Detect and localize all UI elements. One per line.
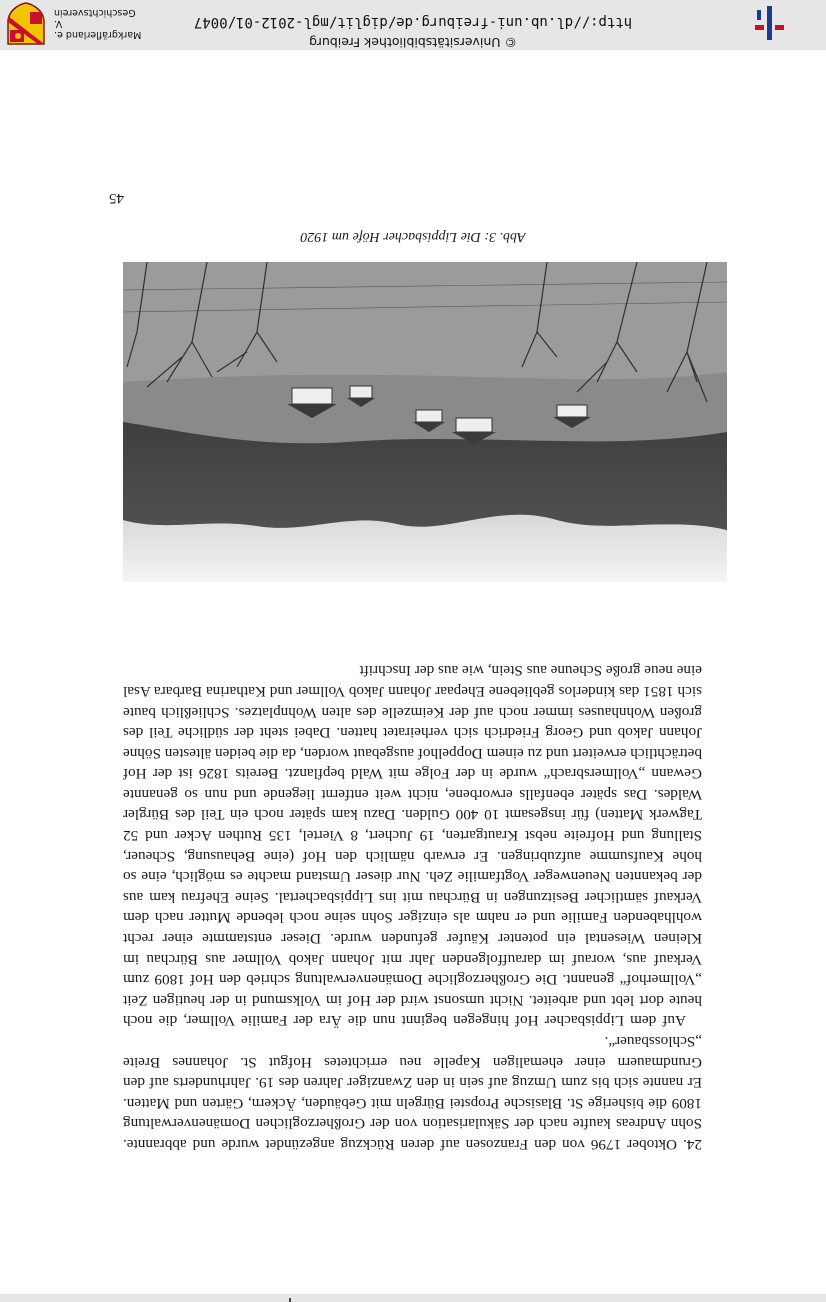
page-number: 45 — [109, 190, 124, 206]
paragraph-2: Auf dem Lippisbacher Hof hingegen beginnt nun die Ära der Familie Vollmer, die noch heute dort lebt und arbeitet. Nicht umsonst wird der Hof im Volksmund in der heutigen Zeit „Vollmerhof“ genannt. Die Großherzogliche Domänenverwaltung schrieb den Hof 1809 zum Verkauf aus, worauf im darauffolgenden Jahr mit Johann Jakob Vollmer aus Bürchau im Kleinen Wiesental ein potenter Käufer gefunden wurde. Dieser entstammte einer recht wohlhabenden Familie und er nahm als einziger Sohn seine noch lebende Mutter nach dem Verkauf sämtlicher Besitzungen in Bürchau mit ins Lippisbachertal. Seine Ehefrau kam aus der bekannten Neuenweger Vogtfamilie Zeh. Nur dieser Umstand machte es möglich, eine so hohe Kaufsumme aufzubringen. Er erwarb nämlich den Hof (eine Behausung, Scheuer, Stallung und Hofreite nebst Krautgarten, 19 Juchert, 8 Viertel, 135 Ruthen Acker und 52 Tagwerk Matten) für insgesamt 10 400 Gulden. Dazu kam später noch ein Teil des Bürgler Waldes. Das später ebenfalls erworbene, nicht weit entfernt liegende und nun so genannte Gewann „Vollmersbrach“ wurde in der Folge mit Wald bepflanzt. Bereits 1826 ist der Hof beträchtlich erweitert und zu einem Doppelhof ausgebaut worden, da die beiden ältesten Söhne Johann Jakob und Georg Friedrich sich verheiratet hatten. Dabei steht der südliche Teil des großen Wohnhauses immer noch auf der Keimzelle des alten Wohnplatzes. Schließlich baute sich 1851 das kinderlos gebliebene Ehepaar Johann Jakob Vollmer und Katharina Barbara Asal eine neue große Scheune aus Stein, wie aus der Inschrift — [123, 662, 702, 1030]
figure-caption: Abb. 3: Die Lippisbacher Höfe um 1920 — [300, 229, 526, 244]
ub-freiburg-logo-icon — [746, 2, 792, 44]
permalink[interactable]: http://dl.ub.uni-freiburg.de/diglit/mgl-2012-01/0047 — [193, 14, 633, 30]
society-name: Markgräflerland e. V. Geschichtsverein — [54, 7, 142, 40]
history-society-logo — [2, 0, 150, 48]
top-scan-edge — [0, 1294, 826, 1302]
university-library-logo — [746, 2, 792, 44]
institution-credit: © Universitätsbibliothek Freiburg — [309, 35, 517, 50]
coat-of-arms-icon — [6, 2, 46, 46]
scan-tick — [289, 1298, 291, 1302]
historic-photo — [123, 262, 727, 582]
body-text — [123, 660, 702, 1154]
farm-landscape-photo — [123, 262, 727, 582]
paragraph-1: 24. Oktober 1796 von den Franzosen auf deren Rückzug angezündet wurde und abbrannte. Sohn Andreas kaufte nach der Säkularisation von der Großherzoglichen Domänenverwaltung 1809 die bisherige St. Blasische Propstei Bürgeln mit Gebäuden, Äckern, Gärten und Matten. Er nannte sich bis zum Umzug auf sein in den Zwanziger Jahren des 19. Jahrhunderts auf den Grundmauern einer ehemaligen Kapelle neu errichtetes Hofgut St. Johannes Breite „Schlossbauer“. — [123, 1033, 702, 1153]
footer-bar — [0, 0, 826, 50]
